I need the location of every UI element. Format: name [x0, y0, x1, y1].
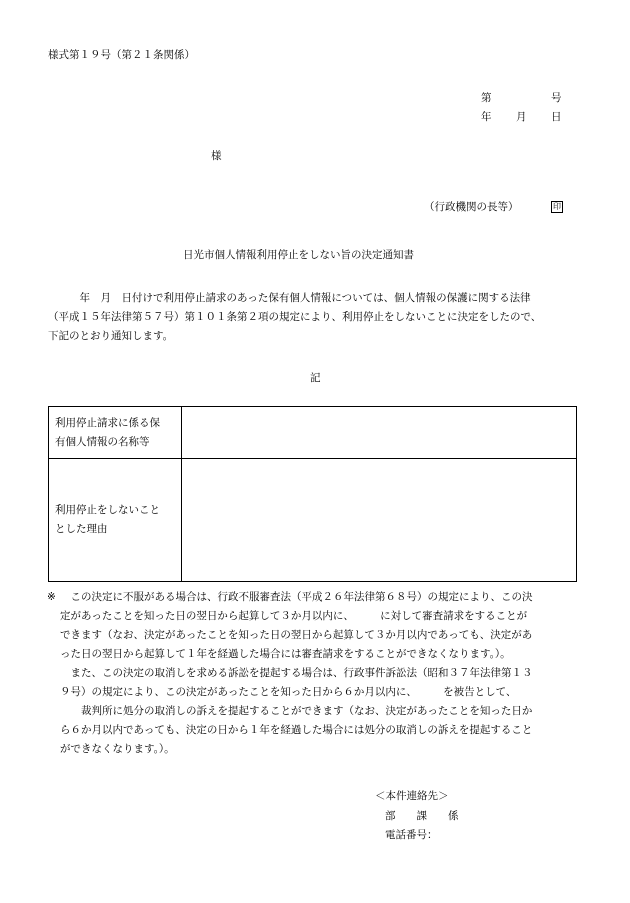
note-line: 定があったことを知った日の翌日から起算して３か月以内に、 に対して審査請求をすることが: [60, 610, 528, 622]
contact-heading: ＜本件連絡先＞: [375, 790, 449, 802]
note-line: ９号）の規定により、この決定があったことを知った日から６か月以内に、 を被告として、: [60, 686, 517, 698]
row2-value: [182, 459, 577, 582]
note-line: また、この決定の取消しを求める訴訟を提起する場合は、行政事件訴訟法（昭和３７年法律第１３: [60, 667, 533, 679]
note-line: った日の翌日から起算して１年を経過した場合には審査請求をすることができなくなります。）。: [60, 648, 511, 660]
table-row: [49, 407, 577, 459]
note-mark: ※: [47, 591, 56, 603]
note-line: ができなくなります。）。: [60, 743, 175, 755]
row2-label: 利用停止をしないこと とした理由: [49, 459, 182, 582]
body-line-2: （平成１５年法律第５７号）第１０１条第２項の規定により、利用停止をしないことに決定をしたので、: [48, 311, 542, 323]
seal-icon: 印: [553, 202, 561, 211]
row1-label: 利用停止請求に係る保 有個人情報の名称等: [49, 407, 182, 459]
body-line-1: 年 月 日付けで利用停止請求のあった保有個人情報については、個人情報の保護に関する法律: [48, 292, 531, 304]
ki-heading: 記: [310, 372, 321, 384]
date-year: 年: [481, 111, 492, 123]
date-day: 日: [551, 111, 562, 123]
note-line: この決定に不服がある場合は、行政不服審査法（平成２６年法律第６８号）の規定により、この決: [60, 591, 533, 603]
doc-number-go: 号: [551, 92, 562, 104]
addressee-suffix: 様: [211, 150, 222, 162]
date-month: 月: [516, 111, 527, 123]
body-line-3: 下記のとおり通知します。: [48, 330, 174, 342]
row1-value: [182, 407, 577, 459]
form-number: 様式第１９号（第２１条関係）: [48, 49, 195, 61]
contact-phone: 電話番号：: [385, 829, 438, 841]
table-row: [49, 459, 577, 582]
document-title: 日光市個人情報利用停止をしない旨の決定通知書: [183, 249, 414, 261]
info-table: [48, 406, 577, 582]
doc-number-dai: 第: [481, 92, 492, 104]
note-line: ら６か月以内であっても、決定の日から１年を経過した場合には処分の取消しの訴えを提起すること: [60, 724, 533, 736]
note-line: できます（なお、決定があったことを知った日の翌日から起算して３か月以内であっても、決定があ: [60, 629, 533, 641]
note-line: 裁判所に処分の取消しの訴えを提起することができます（なお、決定があったことを知った日か: [60, 705, 533, 717]
sender-title: （行政機関の長等）: [424, 201, 519, 213]
contact-dept: 部 課 係: [385, 810, 459, 822]
